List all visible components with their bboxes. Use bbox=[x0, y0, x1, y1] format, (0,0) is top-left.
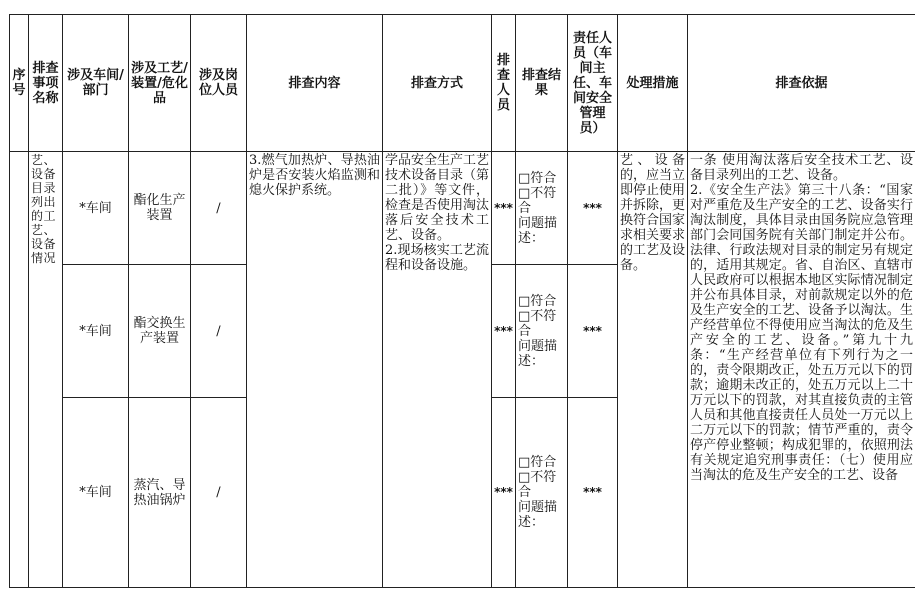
process-cell: 酯交换生产装置 bbox=[129, 265, 191, 398]
post-cell: / bbox=[191, 398, 247, 588]
workshop-cell: *车间 bbox=[63, 152, 129, 265]
header-post: 涉及岗位人员 bbox=[191, 15, 247, 152]
item-name-cell: 艺、设备目录列出的工艺、设备情况 bbox=[29, 152, 63, 588]
measure-cell: 艺、设备的，应当立即停止使用并拆除，更换符合国家求相关要求的工艺及设备。 bbox=[618, 152, 688, 588]
workshop-cell: *车间 bbox=[63, 398, 129, 588]
basis-cell: 一条 使用淘汰落后安全技术工艺、设备目录列出的工艺、设备。 2.《安全生产法》第三十八条：“国家对严重危及生产安全的工艺、设备实行淘汰制度，具体目录由国务院应急管理部门会同国务院有关部门制定并公布。法律、行政法规对目录的制定另有规定的，适用其规定。省、自治区、直辖市人民政府可以根据本地区实际情况制定并公布具体目录，对前款规定以外的危及生产安全的工艺、设备予以淘汰。生产经营单位不得使用应当淘汰的危及生产安全的工艺、设备。”第九十九条：“生产经营单位有下列行为之一的，责令限期改正，处五万元以下的罚款；逾期未改正的，处五万元以上二十万元以下的罚款，对其直接负责的主管人员和其他直接责任人员处一万元以上二万元以下的罚款；情节严重的，责令停产停业整顿；构成犯罪的，依照刑法有关规定追究刑事责任：（七）使用应当淘汰的危及生产安全的工艺、设备 bbox=[688, 152, 915, 588]
header-workshop: 涉及车间/部门 bbox=[63, 15, 129, 152]
inspector-cell: *** bbox=[492, 265, 516, 398]
inspector-cell: *** bbox=[492, 152, 516, 265]
process-cell: 蒸汽、导热油锅炉 bbox=[129, 398, 191, 588]
header-content: 排查内容 bbox=[247, 15, 383, 152]
inspection-table bbox=[9, 14, 915, 588]
header-responsible: 责任人员（车间主任、车间安全管理员） bbox=[568, 15, 618, 152]
content-cell: 3.燃气加热炉、导热油炉是否安装火焰监测和熄火保护系统。 bbox=[247, 152, 383, 588]
result-cell: □符合 □不符合 问题描述： bbox=[516, 265, 568, 398]
header-process: 涉及工艺/装置/危化品 bbox=[129, 15, 191, 152]
header-inspector: 排查人员 bbox=[492, 15, 516, 152]
result-cell: □符合 □不符合 问题描述： bbox=[516, 152, 568, 265]
post-cell: / bbox=[191, 152, 247, 265]
method-cell: 学品安全生产工艺技术设备目录（第二批）》等文件，检查是否使用淘汰落后安全技术工艺、设备。 2.现场核实工艺流程和设备设施。 bbox=[383, 152, 492, 588]
header-method: 排查方式 bbox=[383, 15, 492, 152]
inspector-cell: *** bbox=[492, 398, 516, 588]
header-basis: 排查依据 bbox=[688, 15, 915, 152]
header-item-name: 排查事项名称 bbox=[29, 15, 63, 152]
process-cell: 酯化生产装置 bbox=[129, 152, 191, 265]
responsible-cell: *** bbox=[568, 152, 618, 265]
responsible-cell: *** bbox=[568, 265, 618, 398]
table-row bbox=[10, 152, 915, 265]
header-seq: 序号 bbox=[10, 15, 29, 152]
workshop-cell: *车间 bbox=[63, 265, 129, 398]
post-cell: / bbox=[191, 265, 247, 398]
header-measure: 处理措施 bbox=[618, 15, 688, 152]
responsible-cell: *** bbox=[568, 398, 618, 588]
seq-cell bbox=[10, 152, 29, 588]
result-cell: □符合 □不符合 问题描述： bbox=[516, 398, 568, 588]
header-row bbox=[10, 15, 915, 152]
header-result: 排查结果 bbox=[516, 15, 568, 152]
